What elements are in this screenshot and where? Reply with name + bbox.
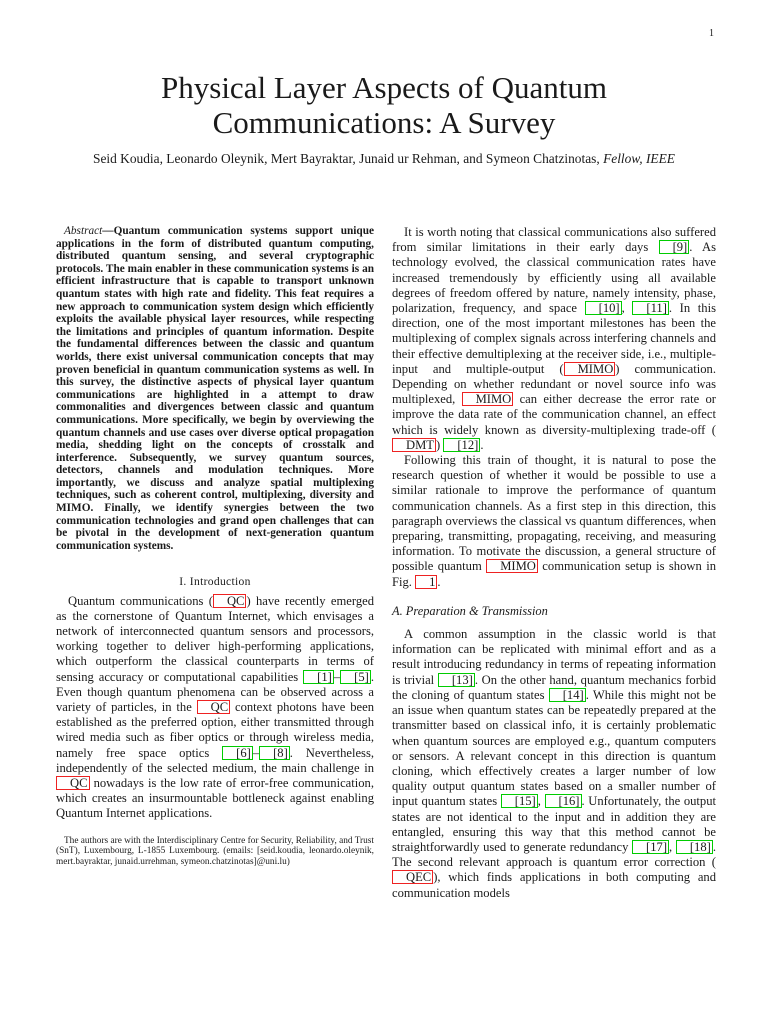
classical-limitations-paragraph: It is worth noting that classical communications also suffered from similar limitations in their early days [9] . As technology evolved, the classical communication rates have increased tremendously by efficiently using all available degrees of freedom offered by nature, namely intensity, phase, polarization, frequency, and space [10] , [11] . In this direction, one of the most important milestones has been the multiplexing of complex signals across interfering channels and their effective demultiplexing at the receiver side, i.e., multiple-input and multiple-output ( MIMO ) communication. Depending on whether redundant or novel source info was multiplexed, MIMO can either decrease the error rate or improve the data rate of the communication channel, an effect which is widely known as diversity-multiplexing trade-off (DMT ) [12] .	[392, 225, 716, 452]
citation-link[interactable]: [18]	[676, 840, 713, 854]
abstract-text: —Quantum communication systems support unique applications in the form of distributed quantum computing, distributed quantum sensing, and several cryptographic protocols. The main enabler in these communication systems is an efficient infrastructure that is capable to transport unknown quantum states with high rate and fidelity. This feat requires a new approach to communication system design which efficiently exploits the available physical layer resources, while respecting the limitations and principles of quantum information. Despite the fundamental differences between the classic and quantum worlds, there exist universal communication concepts that may proven beneficial in quantum communication systems as well. In this survey, the distinctive aspects of physical layer quantum communications are highlighted in a attempt to draw commonalities and divergences between classic and quantum communications. More specifically, we begin by overviewing the quantum channels and use cases over diverse optical propagation media, shedding light on the concepts of crosstalk and interference. Subsequently, we survey quantum sources, detectors, channels and modulation techniques. More importantly, we discuss and analyze spatial multiplexing techniques, such as coherent control, multiplexing, diversity and MIMO. Finally, we identify synergies between the two communication technologies and grand open challenges that can be pivotal in the development of next-generation quantum communication systems.	[56, 225, 374, 552]
author-footnote: The authors are with the Interdisciplinary Centre for Security, Reliability, and Trust (SnT), Luxembourg, L-1855 Luxembourg. (emails: [seid.koudia, leonardo.oleynik, mert.bayraktar, junaid.urrehman, symeon.chatzinotas]@uni.lu)	[56, 835, 374, 867]
figure-link[interactable]: 1	[415, 575, 437, 589]
research-question-paragraph: Following this train of thought, it is natural to pose the research question of whether it would be possible to use a similar rationale to improve the performance of quantum communication channels. As a first step in this direction, this paragraph overviews the classical vs quantum differences, when preparing, transmitting, propagating, receiving, and measuring information. To motivate the discussion, a general structure of possible quantum MIMO communication setup is shown in Fig. 1 .	[392, 453, 717, 589]
intro-paragraph: Quantum communications ( QC ) have recently emerged as the cornerstone of Quantum Internet, which envisages a network of interconnected quantum sensors and processors, working together to deliver high-performing applications, which outperform the classical counterparts in terms of sensing accuracy or computational capabilities [1] – [5] . Even though quantum phenomena can be observed across a variety of particles, in the QC context photons have been established as the preferred option, either transmitted through wired media such as fiber optics or through wireless media, namely free space optics [6] – [8] . Nevertheless, independently of the selected medium, the main challenge in QC nowadays is the low rate of error-free communication, which creates an insurmountable bottleneck against enabling Quantum Internet applications.	[56, 593, 375, 821]
citation-link[interactable]: [8]	[259, 746, 290, 760]
citation-link[interactable]: [1]	[303, 670, 334, 684]
paper-title	[0, 70, 768, 140]
citation-link[interactable]: [5]	[340, 670, 371, 684]
abstract-label: Abstract	[64, 225, 103, 237]
acronym-link-qc[interactable]: QC	[197, 700, 231, 714]
acronym-link-qc[interactable]: QC	[56, 776, 90, 790]
citation-link[interactable]: [16]	[545, 794, 582, 808]
left-column	[56, 225, 374, 867]
author-list	[60, 150, 708, 168]
preparation-paragraph: A common assumption in the classic world is that information can be replicated with minimal effort and as a result introducing redundancy in terms of repeating information is trivial [13] . On the other hand, quantum mechanics forbid the cloning of quantum states [14] . While this might not be an issue when quantum states can be repeatedly prepared at the transmitter based on classical info, it is certainly problematic when quantum sources are employed e.g., quantum computers or sensors. A relevant concept in this direction is quantum cloning, which effectively creates a larger number of low quality output quantum states based on a smaller number of input quantum states [15] , [16] . Unfortunately, the output states are not identical to the input and in addition they are entangled, ensuring this way that this method cannot be straightforwardly used to generate redundancy [17] , [18] . The second relevant approach is quantum error correction (QEC ), which finds applications in both computing and communication models	[392, 627, 717, 900]
citation-link[interactable]: [15]	[501, 794, 538, 808]
citation-link[interactable]: [12]	[443, 438, 480, 452]
author-fellow: Fellow, IEEE	[603, 151, 675, 166]
author-names: Seid Koudia, Leonardo Oleynik, Mert Bayraktar, Junaid ur Rehman, and Symeon Chatzinotas,	[93, 151, 604, 166]
acronym-link-mimo[interactable]: MIMO	[462, 392, 514, 406]
citation-link[interactable]: [11]	[632, 301, 669, 315]
acronym-link-qc[interactable]: QC	[213, 594, 247, 608]
citation-link[interactable]: [14]	[549, 688, 586, 702]
acronym-link-mimo[interactable]: MIMO	[486, 559, 538, 573]
subsection-heading-preparation: A. Preparation & Transmission	[392, 603, 548, 618]
acronym-link-qec[interactable]: QEC	[392, 870, 433, 884]
citation-link[interactable]: [17]	[632, 840, 669, 854]
citation-link[interactable]: [13]	[438, 673, 475, 687]
abstract	[56, 225, 374, 552]
citation-link[interactable]: [6]	[222, 746, 253, 760]
citation-link[interactable]: [9]	[659, 240, 690, 254]
acronym-link-mimo[interactable]: MIMO	[564, 362, 616, 376]
section-heading-introduction: I. Introduction	[179, 575, 251, 589]
title-line-1: Physical Layer Aspects of Quantum	[161, 70, 607, 105]
title-line-2: Communications: A Survey	[212, 105, 556, 140]
page-number: 1	[709, 28, 714, 39]
right-column	[392, 225, 716, 901]
acronym-link-dmt[interactable]: DMT	[392, 438, 436, 452]
citation-link[interactable]: [10]	[585, 301, 622, 315]
